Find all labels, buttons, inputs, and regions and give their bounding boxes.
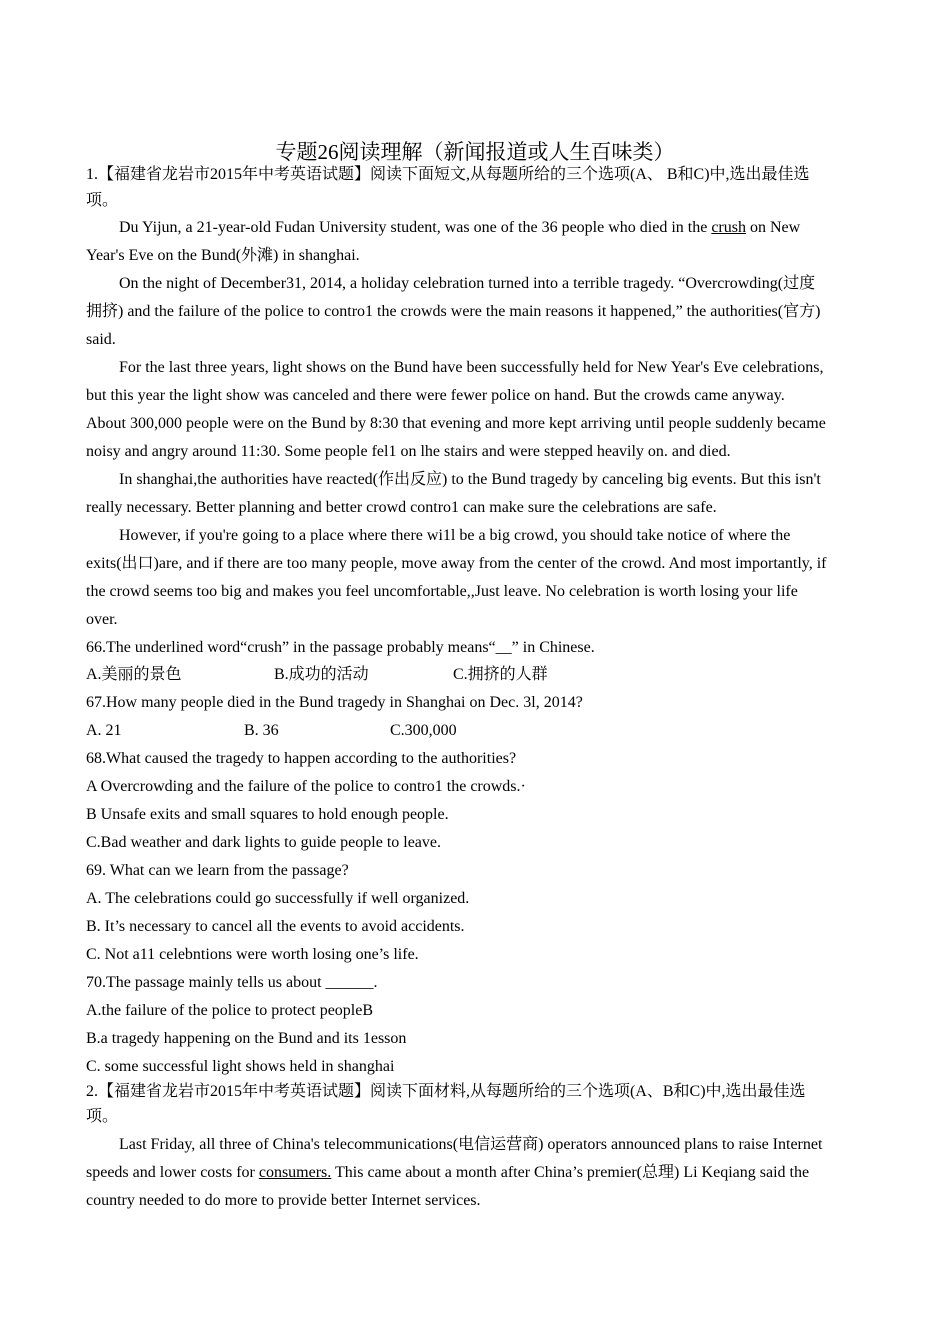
option-a: A. 21 (86, 722, 122, 739)
option-a: A.the failure of the police to protect peopleB (86, 1002, 374, 1019)
option-c: C.300,000 (390, 722, 457, 739)
question-69: 69. What can we learn from the passage? (86, 862, 349, 879)
question-67-options (86, 717, 866, 745)
passage-1-text-line: said. (86, 331, 116, 348)
passage-1-text-line: but this year the light show was canceled and there were fewer police on hand. But the crowds came anyway. (86, 387, 785, 404)
passage-1-text-line: noisy and angry around 11:30. Some people fel1 on lhe stairs and were stepped heavily on. and died. (86, 443, 731, 460)
option-c: C. Not a11 celebntions were worth losing one’s life. (86, 946, 419, 963)
option-b: B.a tragedy happening on the Bund and its 1esson (86, 1030, 407, 1047)
question-70: 70.The passage mainly tells us about ______. (86, 974, 378, 991)
passage-1-para-3: For the last three years, light shows on the Bund have been successfully held for New Year's Eve celebrations, (119, 359, 824, 376)
passage-1-text-line: Year's Eve on the Bund(外滩) in shanghai. (86, 247, 360, 264)
option-a: A Overcrowding and the failure of the police to contro1 the crowds.· (86, 778, 526, 795)
passage-2-text-line: country needed to do more to provide better Internet services. (86, 1192, 481, 1209)
question-1-header: 1.【福建省龙岩市2015年中考英语试题】阅读下面短文,从每题所给的三个选项(A、 B和C)中,选出最佳选 (86, 166, 810, 183)
question-2-header-cont: 项。 (86, 1108, 119, 1125)
option-b: B.成功的活动 (274, 666, 369, 683)
question-68: 68.What caused the tragedy to happen according to the authorities? (86, 750, 517, 767)
passage-1-para-5: However, if you're going to a place where there wi1l be a big crowd, you should take notice of where the (119, 527, 791, 544)
option-b: B. It’s necessary to cancel all the events to avoid accidents. (86, 918, 465, 935)
passage-1-text-line: really necessary. Better planning and better crowd contro1 can make sure the celebrations are safe. (86, 499, 717, 516)
passage-1-text-line: 拥挤) and the failure of the police to contro1 the crowds were the main reasons it happened,” the authorities(官方) (86, 303, 821, 320)
option-b: B. 36 (244, 722, 279, 739)
passage-1-text-line: exits(出口)are, and if there are too many people, move away from the center of the crowd. And most importantly, if (86, 555, 827, 572)
option-a: A.美丽的景色 (86, 666, 182, 683)
passage-1-text-line: the crowd seems too big and makes you feel uncomfortable,,Just leave. No celebration is worth losing your life (86, 583, 798, 600)
option-a: A. The celebrations could go successfully if well organized. (86, 890, 470, 907)
question-2-header: 2.【福建省龙岩市2015年中考英语试题】阅读下面材料,从每题所给的三个选项(A、B和C)中,选出最佳选 (86, 1083, 806, 1100)
option-c: C.拥挤的人群 (453, 666, 548, 683)
option-c: C.Bad weather and dark lights to guide people to leave. (86, 834, 442, 851)
underlined-word: consumers. (258, 1164, 332, 1181)
option-b: B Unsafe exits and small squares to hold enough people. (86, 806, 449, 823)
passage-2-text-line: speeds and lower costs for consumers. This came about a month after China’s premier(总理) Li Keqiang said the (86, 1164, 810, 1181)
passage-1-text-line: About 300,000 people were on the Bund by 8:30 that evening and more kept arriving until people suddenly became (86, 415, 826, 432)
option-c: C. some successful light shows held in shanghai (86, 1058, 395, 1075)
question-66: 66.The underlined word“crush” in the passage probably means“__” in Chinese. (86, 639, 595, 656)
passage-1-text-line: over. (86, 611, 118, 628)
page-title: 专题26阅读理解（新闻报道或人生百味类） (275, 140, 675, 164)
passage-1-para-4: In shanghai,the authorities have reacted(作出反应) to the Bund tragedy by canceling big events. But this isn't (119, 471, 821, 488)
passage-1-para-2: On the night of December31, 2014, a holiday celebration turned into a terrible tragedy. “Overcrowding(过度 (119, 275, 816, 292)
question-66-options (86, 661, 866, 689)
question-1-header-cont: 项。 (86, 192, 119, 209)
passage-1-para-1: Du Yijun, a 21-year-old Fudan University student, was one of the 36 people who died in the crush on New (119, 219, 801, 236)
underlined-word: crush (711, 219, 746, 236)
question-67: 67.How many people died in the Bund tragedy in Shanghai on Dec. 3l, 2014? (86, 694, 583, 711)
passage-2-para-1: Last Friday, all three of China's telecommunications(电信运营商) operators announced plans to raise Internet (119, 1136, 823, 1153)
